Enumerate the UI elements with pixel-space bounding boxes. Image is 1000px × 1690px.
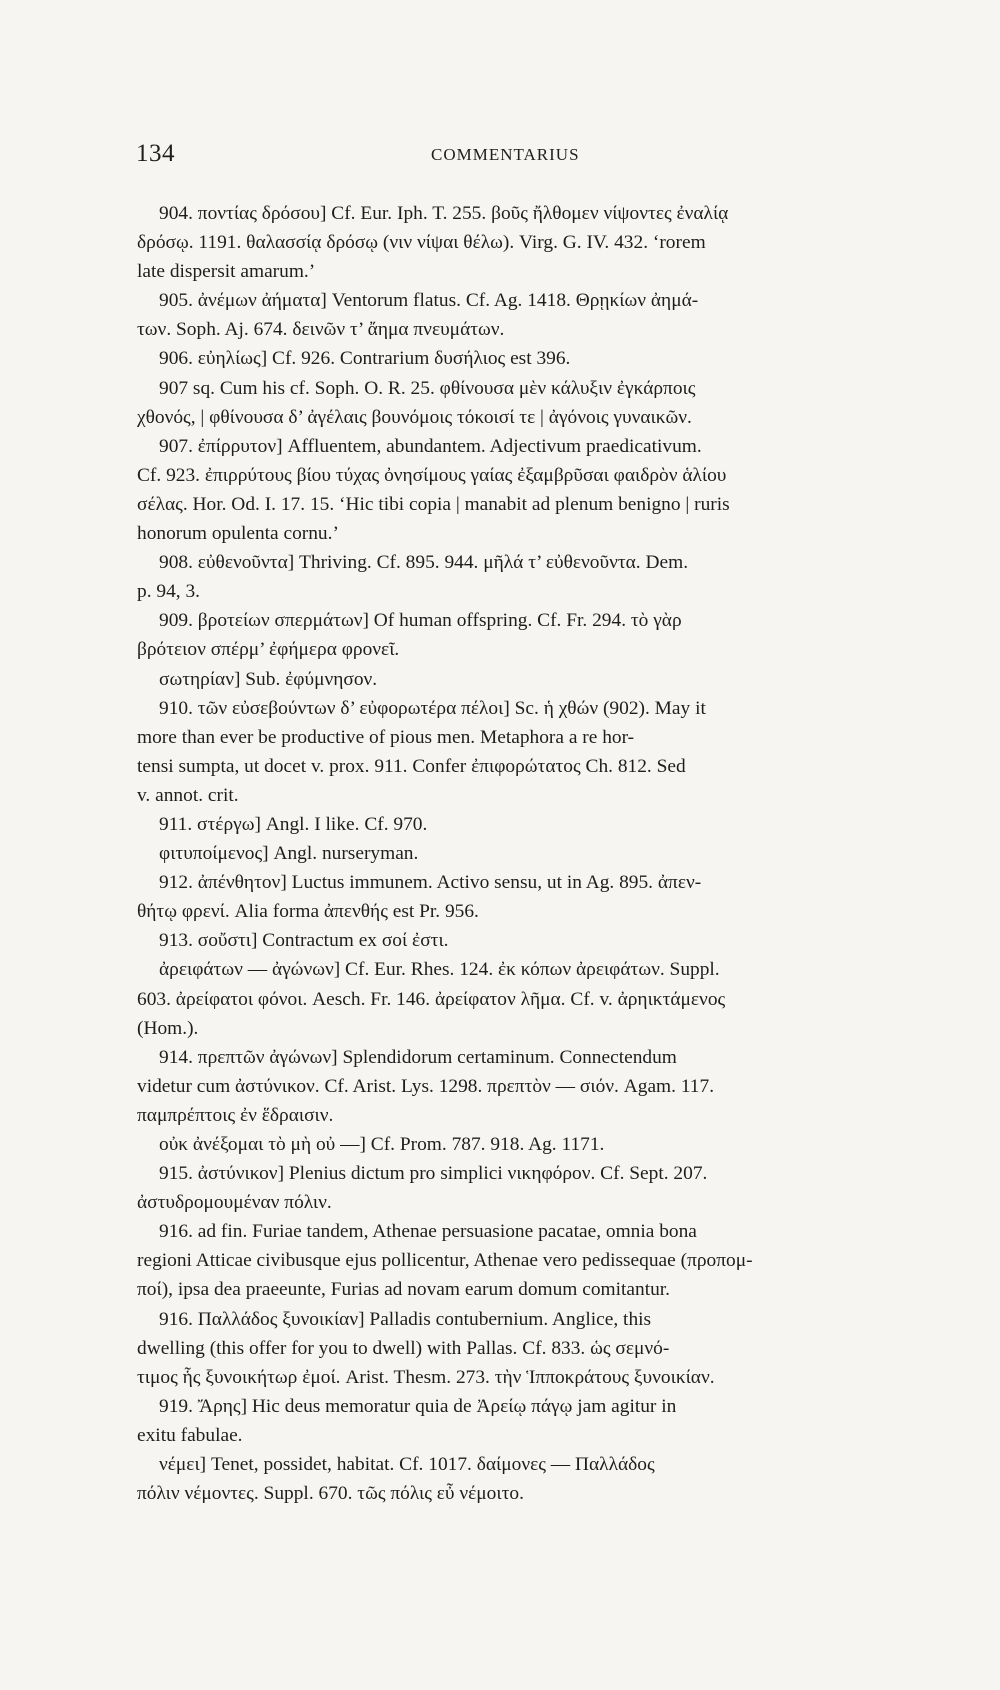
text-line: ποί), ipsa dea praeeunte, Furias ad novam earum domum comitantur. xyxy=(137,1279,671,1301)
text-line: Cf. 923. ἐπιρρύτους βίου τύχας ὀνησίμους γαίας ἐξαμβρῦσαι φαιδρὸν ἁλίου xyxy=(137,464,727,486)
text-line: χθονός, | φθίνουσα δ’ ἀγέλαις βουνόμοις τόκοισί τε | ἀγόνοις γυναικῶν. xyxy=(137,406,692,428)
text-line: tensi sumpta, ut docet v. prox. 911. Confer ἐπιφορώτατος Ch. 812. Sed xyxy=(137,755,686,777)
commentary-text xyxy=(137,199,905,1508)
page-number: 134 xyxy=(136,140,175,167)
text-line: τιμος ἧς ξυνοικήτωρ ἐμοί. Arist. Thesm. 273. τὴν Ἱπποκράτους ξυνοικίαν. xyxy=(137,1366,715,1388)
text-line: 909. βροτείων σπερμάτων] Of human offspring. Cf. Fr. 294. τὸ γὰρ xyxy=(159,610,682,632)
text-line: 911. στέργω] Angl. I like. Cf. 970. xyxy=(159,813,428,835)
text-line: p. 94, 3. xyxy=(137,581,201,603)
text-line: σωτηρίαν] Sub. ἐφύμνησον. xyxy=(159,668,378,690)
text-line: exitu fabulae. xyxy=(137,1424,243,1446)
running-head: COMMENTARIUS xyxy=(431,145,580,164)
text-line: more than ever be productive of pious men. Metaphora a re hor- xyxy=(137,726,635,748)
text-line: θήτῳ φρενί. Alia forma ἀπενθής est Pr. 956. xyxy=(137,901,479,923)
text-line: νέμει] Tenet, possidet, habitat. Cf. 1017. δαίμονες — Παλλάδος xyxy=(159,1454,655,1476)
text-line: ἀστυδρομουμέναν πόλιν. xyxy=(137,1192,332,1214)
text-line: βρότειον σπέρμ’ ἐφήμερα φρονεῖ. xyxy=(137,639,400,661)
text-line: δρόσῳ. 1191. θαλασσίᾳ δρόσῳ (νιν νίψαι θέλω). Virg. G. IV. 432. ‘rorem xyxy=(137,232,706,254)
text-line: 905. ἀνέμων ἀήματα] Ventorum flatus. Cf. Ag. 1418. Θρῃκίων ἀημά- xyxy=(159,290,699,312)
text-line: 916. ad fin. Furiae tandem, Athenae persuasione pacatae, omnia bona xyxy=(159,1221,697,1243)
text-line: φιτυποίμενος] Angl. nurseryman. xyxy=(159,843,419,865)
text-line: 913. σοὔστι] Contractum ex σοί ἐστι. xyxy=(159,930,449,952)
text-line: (Hom.). xyxy=(137,1017,199,1039)
text-line: honorum opulenta cornu.’ xyxy=(137,523,339,545)
text-line: 908. εὐθενοῦντα] Thriving. Cf. 895. 944. μῆλά τ’ εὐθενοῦντα. Dem. xyxy=(159,552,689,574)
text-line: οὐκ ἀνέξομαι τὸ μὴ οὐ —] Cf. Prom. 787. 918. Ag. 1171. xyxy=(159,1134,605,1155)
text-line: dwelling (this offer for you to dwell) with Pallas. Cf. 833. ὡς σεμνό- xyxy=(137,1337,670,1359)
text-line: 603. ἀρείφατοι φόνοι. Aesch. Fr. 146. ἀρείφατον λῆμα. Cf. v. ἀρηικτάμενος xyxy=(137,988,726,1010)
text-line: regioni Atticae civibusque ejus pollicentur, Athenae vero pedissequae (προπομ- xyxy=(137,1250,753,1272)
text-line: 910. τῶν εὐσεβούντων δ’ εὐφορωτέρα πέλοι] Sc. ἡ χθών (902). May it xyxy=(159,697,706,719)
text-line: v. annot. crit. xyxy=(137,784,239,806)
text-line: 907. ἐπίρρυτον] Affluentem, abundantem. Adjectivum praedicativum. xyxy=(159,435,702,457)
text-line: 914. πρεπτῶν ἀγώνων] Splendidorum certaminum. Connectendum xyxy=(159,1046,677,1068)
text-line: 904. ποντίας δρόσου] Cf. Eur. Iph. T. 255. βοῦς ἤλθομεν νίψοντες ἐναλίᾳ xyxy=(159,203,729,224)
text-line: των. Soph. Aj. 674. δεινῶν τ’ ἄημα πνευμάτων. xyxy=(137,319,505,341)
text-line: 912. ἀπένθητον] Luctus immunem. Activo sensu, ut in Ag. 895. ἀπεν- xyxy=(159,872,702,894)
text-line: videtur cum ἀστύνικον. Cf. Arist. Lys. 1298. πρεπτὸν — σιόν. Agam. 117. xyxy=(137,1075,715,1097)
text-line: παμπρέπτοις ἐν ἕδραισιν. xyxy=(137,1104,334,1126)
text-line: 916. Παλλάδος ξυνοικίαν] Palladis contubernium. Anglice, this xyxy=(159,1308,652,1330)
text-line: 906. εὐηλίως] Cf. 926. Contrarium δυσήλιος est 396. xyxy=(159,348,571,370)
text-line: 915. ἀστύνικον] Plenius dictum pro simplici νικηφόρον. Cf. Sept. 207. xyxy=(159,1163,708,1185)
text-line: ἀρειφάτων — ἀγώνων] Cf. Eur. Rhes. 124. ἐκ κόπων ἀρειφάτων. Suppl. xyxy=(159,959,720,981)
text-line: σέλας. Hor. Od. I. 17. 15. ‘Hic tibi copia | manabit ad plenum benigno | ruris xyxy=(137,493,730,515)
page-header xyxy=(136,140,906,170)
text-line: 919. Ἄρης] Hic deus memoratur quia de Ἀρείῳ πάγῳ jam agitur in xyxy=(159,1395,677,1417)
text-line: πόλιν νέμοντες. Suppl. 670. τῶς πόλις εὖ νέμοιτο. xyxy=(137,1483,524,1505)
text-line: 907 sq. Cum his cf. Soph. O. R. 25. φθίνουσα μὲν κάλυξιν ἐγκάρποις xyxy=(159,377,696,399)
text-line: late dispersit amarum.’ xyxy=(137,261,316,283)
